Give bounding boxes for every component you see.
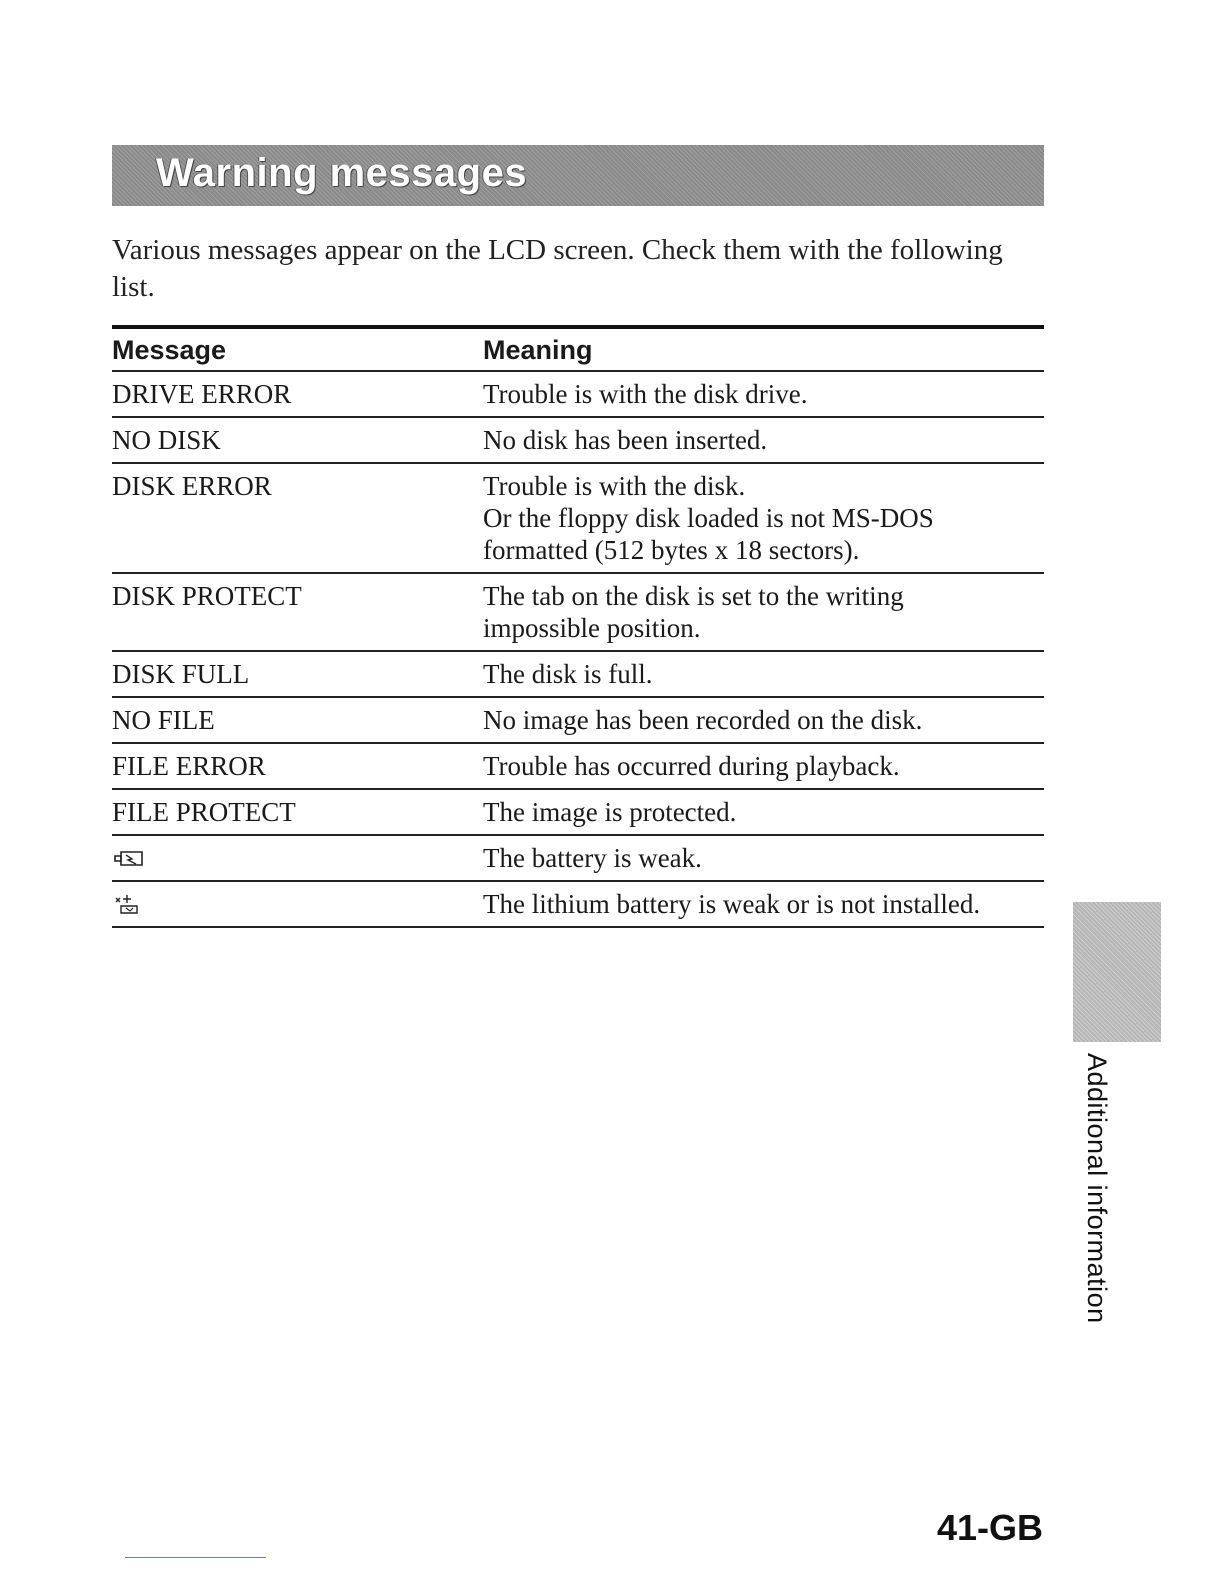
lithium-battery-icon: [112, 891, 142, 917]
meaning-line: The disk is full.: [483, 659, 653, 689]
meaning-cell: [483, 796, 1044, 828]
meaning-line: Trouble has occurred during playback.: [483, 751, 900, 781]
table-row: [112, 698, 1044, 744]
message-cell: [112, 847, 483, 869]
header-meaning: Meaning: [483, 334, 593, 365]
footer-rule: [125, 1557, 266, 1558]
meaning-line: formatted (512 bytes x 18 sectors).: [483, 535, 860, 565]
meaning-cell: [483, 842, 1044, 874]
table-row: [112, 790, 1044, 836]
table-row: [112, 882, 1044, 928]
meaning-cell: [483, 378, 1044, 410]
meaning-line: No image has been recorded on the disk.: [483, 705, 923, 735]
meaning-cell: [483, 888, 1044, 920]
meaning-line: No disk has been inserted.: [483, 425, 768, 455]
table-row: [112, 372, 1044, 418]
meaning-cell: [483, 704, 1044, 736]
meaning-line: impossible position.: [483, 613, 701, 643]
weak-battery-icon: [112, 847, 146, 869]
warning-table: [112, 325, 1044, 928]
meaning-line: The image is protected.: [483, 797, 737, 827]
section-tab-label: Additional information: [1082, 1053, 1112, 1324]
meaning-line: The lithium battery is weak or is not installed.: [483, 889, 981, 919]
title-banner: [112, 145, 1044, 206]
meaning-cell: [483, 750, 1044, 782]
section-tab-marker: [1073, 902, 1161, 1042]
table-row: [112, 418, 1044, 464]
meaning-cell: [483, 470, 1044, 566]
meaning-cell: [483, 424, 1044, 456]
message-cell: FILE PROTECT: [112, 797, 296, 827]
table-row: [112, 574, 1044, 652]
message-cell: DRIVE ERROR: [112, 379, 292, 409]
table-row: [112, 464, 1044, 574]
table-header: [112, 329, 1044, 372]
message-cell: NO DISK: [112, 425, 221, 455]
meaning-line: Trouble is with the disk drive.: [483, 379, 808, 409]
meaning-line: Or the floppy disk loaded is not MS-DOS: [483, 503, 934, 533]
meaning-line: The battery is weak.: [483, 843, 702, 873]
message-cell: NO FILE: [112, 705, 215, 735]
message-cell: [112, 891, 483, 917]
meaning-cell: [483, 580, 1044, 644]
message-cell: DISK FULL: [112, 659, 250, 689]
meaning-line: Trouble is with the disk.: [483, 471, 746, 501]
message-cell: DISK PROTECT: [112, 581, 302, 611]
page-number: 41-GB: [936, 1507, 1043, 1548]
header-message: Message: [112, 334, 227, 365]
table-row: [112, 744, 1044, 790]
meaning-line: The tab on the disk is set to the writing: [483, 581, 904, 611]
table-row: [112, 652, 1044, 698]
meaning-cell: [483, 658, 1044, 690]
table-row: [112, 836, 1044, 882]
message-cell: FILE ERROR: [112, 751, 266, 781]
message-cell: DISK ERROR: [112, 471, 272, 501]
intro-text: Various messages appear on the LCD screen. Check them with the following list.: [112, 234, 1003, 303]
page-title: Warning messages: [156, 151, 528, 195]
